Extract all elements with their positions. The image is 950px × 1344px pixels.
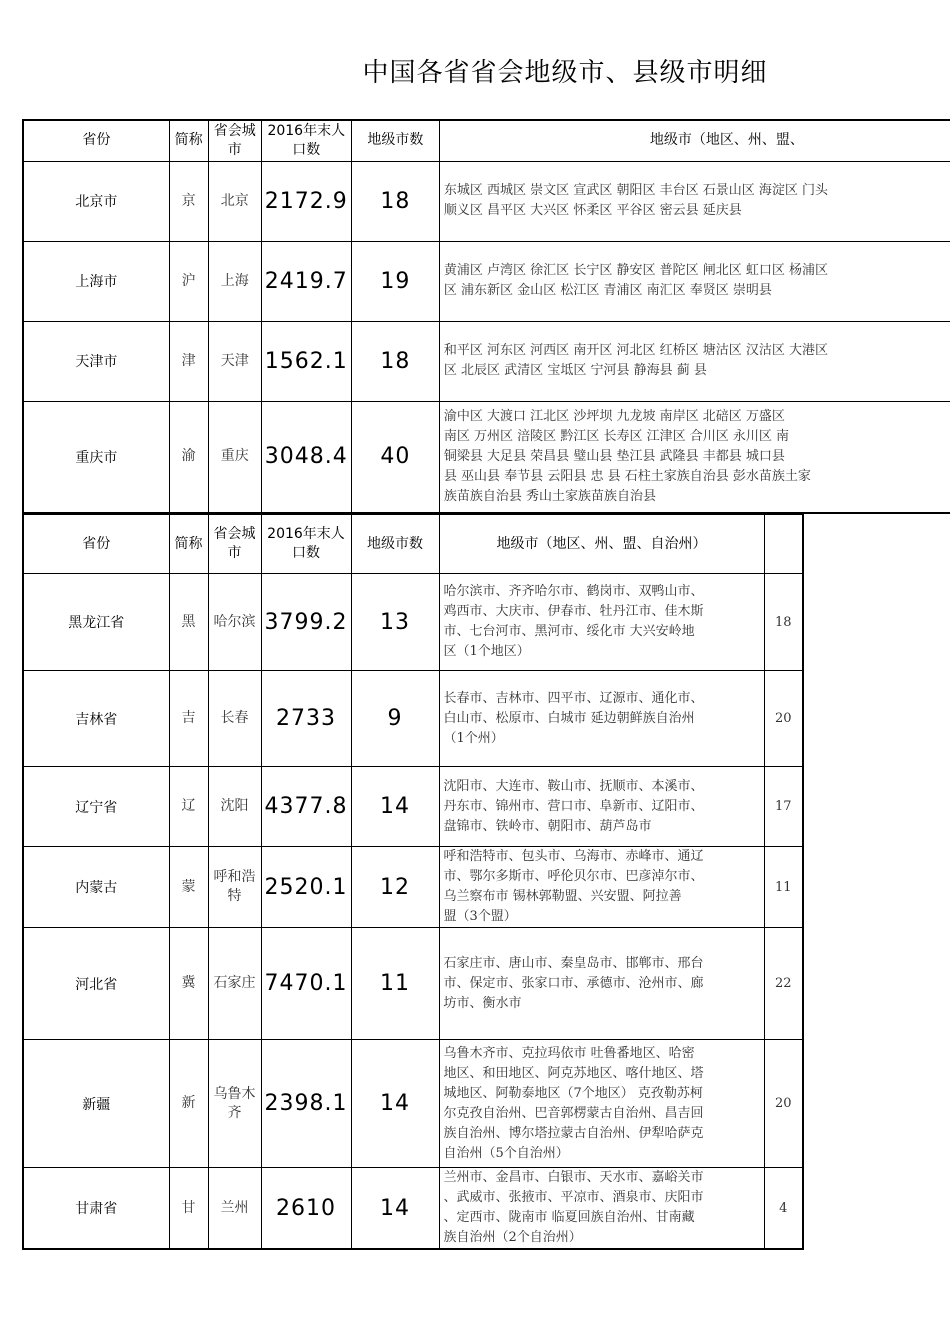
capital-city: 北京 <box>208 161 261 241</box>
prefecture-count: 18 <box>351 321 439 401</box>
province-name: 河北省 <box>23 928 169 1040</box>
prefecture-count: 14 <box>351 1168 439 1250</box>
table-row <box>23 161 950 241</box>
cities-line: 南区 万州区 涪陵区 黔江区 长寿区 江津区 合川区 永川区 南 <box>443 428 789 444</box>
cities-line: 尔克孜自治州、巴音郭楞蒙古自治州、昌吉回 <box>443 1105 704 1121</box>
header-cities: 地级市（地区、州、盟、 <box>439 120 950 161</box>
prefecture-count: 18 <box>351 161 439 241</box>
cities-line: 铜梁县 大足县 荣昌县 璧山县 垫江县 武隆县 丰都县 城口县 <box>443 448 785 464</box>
cities-line: 顺义区 昌平区 大兴区 怀柔区 平谷区 密云县 延庆县 <box>443 203 742 218</box>
county-count: 20 <box>764 671 803 767</box>
capital-city: 长春 <box>208 671 261 767</box>
header-prefecture-count: 地级市数 <box>351 515 439 574</box>
province-abbr: 黑 <box>169 574 208 671</box>
prefecture-count: 9 <box>351 671 439 767</box>
population-value: 2733 <box>261 671 351 767</box>
cities-line: 自治州（5个自治州） <box>443 1145 569 1161</box>
table-row <box>23 574 803 671</box>
header-population: 2016年末人口数 <box>261 515 351 574</box>
province-name: 重庆市 <box>23 401 169 513</box>
province-name: 天津市 <box>23 321 169 401</box>
population-value: 2172.9 <box>261 161 351 241</box>
capital-city: 上海 <box>208 241 261 321</box>
header-capital: 省会城市 <box>208 120 261 161</box>
cities-line: 呼和浩特市、包头市、乌海市、赤峰市、通辽 <box>443 849 704 864</box>
province-abbr: 吉 <box>169 671 208 767</box>
province-abbr: 甘 <box>169 1168 208 1250</box>
provinces-table <box>22 514 804 1250</box>
header-province: 省份 <box>23 515 169 574</box>
cities-line: 沈阳市、大连市、鞍山市、抚顺市、本溪市、 <box>443 778 704 794</box>
cities-line: 盘锦市、铁岭市、朝阳市、葫芦岛市 <box>443 818 652 834</box>
header-cities: 地级市（地区、州、盟、自治州） <box>439 515 764 574</box>
cities-line: 渝中区 大渡口 江北区 沙坪坝 九龙坡 南岸区 北碚区 万盛区 <box>443 408 785 424</box>
population-value: 3799.2 <box>261 574 351 671</box>
cities-list <box>439 1040 764 1168</box>
municipalities-table <box>22 119 950 514</box>
cities-line: 白山市、松原市、白城市 延边朝鲜族自治州 <box>443 710 695 726</box>
cities-line: 乌兰察布市 锡林郭勒盟、兴安盟、阿拉善 <box>443 889 682 904</box>
cities-line: 、武威市、张掖市、平凉市、酒泉市、庆阳市 <box>443 1190 704 1205</box>
province-name: 辽宁省 <box>23 767 169 847</box>
page-title: 中国各省省会地级市、县级市明细 <box>362 58 768 88</box>
cities-line: 市、七台河市、黑河市、绥化市 大兴安岭地 <box>443 624 695 639</box>
prefecture-count: 12 <box>351 847 439 928</box>
population-value: 3048.4 <box>261 401 351 513</box>
province-abbr: 辽 <box>169 767 208 847</box>
table-row <box>23 241 950 321</box>
cities-line: 区 浦东新区 金山区 松江区 青浦区 南汇区 奉贤区 崇明县 <box>443 283 772 298</box>
cities-line: 和平区 河东区 河西区 南开区 河北区 红桥区 塘沽区 汉沽区 大港区 <box>443 343 828 358</box>
population-value: 2419.7 <box>261 241 351 321</box>
cities-line: 市、保定市、张家口市、承德市、沧州市、廊 <box>443 975 704 991</box>
cities-line: （1个州） <box>443 730 504 746</box>
table-row <box>23 847 803 928</box>
province-abbr: 蒙 <box>169 847 208 928</box>
table-row <box>23 401 950 513</box>
header-county-count <box>764 515 803 574</box>
county-count: 22 <box>764 928 803 1040</box>
cities-line: 长春市、吉林市、四平市、辽源市、通化市、 <box>443 690 704 706</box>
table-row <box>23 321 950 401</box>
cities-line: 石家庄市、唐山市、秦皇岛市、邯郸市、邢台 <box>443 955 704 971</box>
province-abbr: 新 <box>169 1040 208 1168</box>
cities-line: 坊市、衡水市 <box>443 995 522 1011</box>
province-abbr: 渝 <box>169 401 208 513</box>
cities-line: 区 北辰区 武清区 宝坻区 宁河县 静海县 蓟 县 <box>443 363 707 378</box>
table-header-row <box>23 515 803 574</box>
county-count: 20 <box>764 1040 803 1168</box>
province-name: 内蒙古 <box>23 847 169 928</box>
header-capital: 省会城市 <box>208 515 261 574</box>
header-abbr: 简称 <box>169 120 208 161</box>
population-value: 2398.1 <box>261 1040 351 1168</box>
cities-line: 城地区、阿勒泰地区（7个地区） 克孜勒苏柯 <box>443 1085 703 1101</box>
population-value: 4377.8 <box>261 767 351 847</box>
cities-list <box>439 574 764 671</box>
cities-line: 、定西市、陇南市 临夏回族自治州、甘南藏 <box>443 1210 695 1225</box>
cities-list <box>439 847 764 928</box>
province-abbr: 津 <box>169 321 208 401</box>
header-prefecture-count: 地级市数 <box>351 120 439 161</box>
cities-list <box>439 1168 764 1250</box>
cities-list <box>439 767 764 847</box>
population-value: 2610 <box>261 1168 351 1250</box>
cities-list <box>439 241 950 321</box>
province-abbr: 京 <box>169 161 208 241</box>
cities-line: 东城区 西城区 崇文区 宣武区 朝阳区 丰台区 石景山区 海淀区 门头 <box>443 183 828 198</box>
cities-list <box>439 401 950 513</box>
province-name: 黑龙江省 <box>23 574 169 671</box>
province-name: 新疆 <box>23 1040 169 1168</box>
cities-list <box>439 321 950 401</box>
population-value: 2520.1 <box>261 847 351 928</box>
cities-line: 族自治州（2个自治州） <box>443 1230 582 1245</box>
cities-list <box>439 928 764 1040</box>
cities-list <box>439 161 950 241</box>
table-row <box>23 1168 803 1250</box>
province-abbr: 冀 <box>169 928 208 1040</box>
cities-list <box>439 671 764 767</box>
cities-line: 族苗族自治县 秀山土家族苗族自治县 <box>443 488 657 504</box>
county-count: 11 <box>764 847 803 928</box>
prefecture-count: 40 <box>351 401 439 513</box>
capital-city: 沈阳 <box>208 767 261 847</box>
cities-line: 族自治州、博尔塔拉蒙古自治州、伊犁哈萨克 <box>443 1125 704 1141</box>
cities-line: 县 巫山县 奉节县 云阳县 忠 县 石柱土家族自治县 彭水苗族土家 <box>443 468 811 484</box>
header-abbr: 简称 <box>169 515 208 574</box>
province-name: 甘肃省 <box>23 1168 169 1250</box>
prefecture-count: 19 <box>351 241 439 321</box>
province-name: 上海市 <box>23 241 169 321</box>
capital-city: 石家庄 <box>208 928 261 1040</box>
population-value: 7470.1 <box>261 928 351 1040</box>
header-population: 2016年末人口数 <box>261 120 351 161</box>
capital-city: 乌鲁木齐 <box>208 1040 261 1168</box>
prefecture-count: 13 <box>351 574 439 671</box>
table-header-row <box>23 120 950 161</box>
cities-line: 盟（3个盟） <box>443 909 517 924</box>
prefecture-count: 14 <box>351 767 439 847</box>
table-row <box>23 767 803 847</box>
cities-line: 黄浦区 卢湾区 徐汇区 长宁区 静安区 普陀区 闸北区 虹口区 杨浦区 <box>443 263 828 278</box>
cities-line: 区（1个地区） <box>443 644 530 659</box>
capital-city: 重庆 <box>208 401 261 513</box>
table-row <box>23 928 803 1040</box>
cities-line: 乌鲁木齐市、克拉玛依市 吐鲁番地区、哈密 <box>443 1045 695 1061</box>
population-value: 1562.1 <box>261 321 351 401</box>
table-row <box>23 671 803 767</box>
cities-line: 鸡西市、大庆市、伊春市、牡丹江市、佳木斯 <box>443 604 704 619</box>
cities-line: 兰州市、金昌市、白银市、天水市、嘉峪关市 <box>443 1170 704 1185</box>
prefecture-count: 14 <box>351 1040 439 1168</box>
province-name: 吉林省 <box>23 671 169 767</box>
county-count: 18 <box>764 574 803 671</box>
capital-city: 呼和浩特 <box>208 847 261 928</box>
cities-line: 丹东市、锦州市、营口市、阜新市、辽阳市、 <box>443 798 704 814</box>
capital-city: 兰州 <box>208 1168 261 1250</box>
cities-line: 市、鄂尔多斯市、呼伦贝尔市、巴彦淖尔市、 <box>443 869 704 884</box>
header-province: 省份 <box>23 120 169 161</box>
county-count: 4 <box>764 1168 803 1250</box>
capital-city: 天津 <box>208 321 261 401</box>
table-row <box>23 1040 803 1168</box>
county-count: 17 <box>764 767 803 847</box>
prefecture-count: 11 <box>351 928 439 1040</box>
cities-line: 哈尔滨市、齐齐哈尔市、鹤岗市、双鸭山市、 <box>443 584 704 599</box>
cities-line: 地区、和田地区、阿克苏地区、喀什地区、塔 <box>443 1065 704 1081</box>
capital-city: 哈尔滨 <box>208 574 261 671</box>
province-name: 北京市 <box>23 161 169 241</box>
province-abbr: 沪 <box>169 241 208 321</box>
